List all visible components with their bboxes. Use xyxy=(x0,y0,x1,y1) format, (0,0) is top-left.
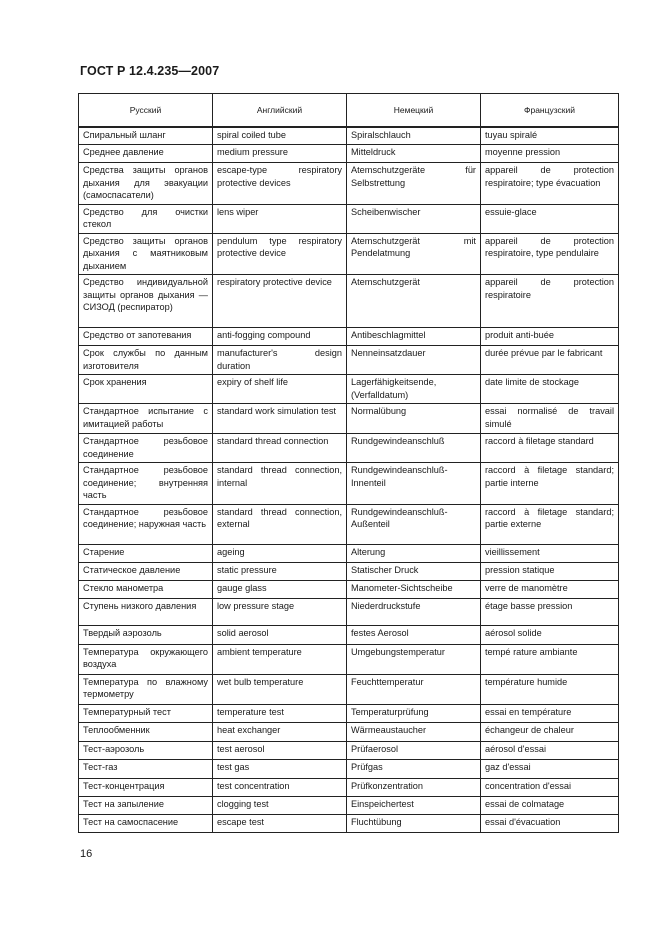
table-row xyxy=(79,434,619,463)
cell-english: temperature test xyxy=(213,704,347,722)
cell-english: test concentration xyxy=(213,778,347,796)
cell-french: vieillissement xyxy=(481,544,619,562)
cell-english: standard thread connection, external xyxy=(213,504,347,544)
cell-german: Statischer Druck xyxy=(347,562,481,580)
table-row xyxy=(79,463,619,505)
table-row xyxy=(79,722,619,741)
cell-french: échangeur de chaleur xyxy=(481,722,619,741)
cell-german: Manometer-Sichtscheibe xyxy=(347,580,481,598)
cell-french: durée prévue par le fabricant xyxy=(481,346,619,375)
cell-russian: Средство от запотевания xyxy=(79,328,213,346)
cell-russian: Стандартное испытание с имитацией работы xyxy=(79,404,213,434)
cell-russian: Стандартное резьбовое соединение; внутренняя часть xyxy=(79,463,213,505)
cell-french: moyenne pression xyxy=(481,145,619,163)
cell-german: Prüfkonzentration xyxy=(347,778,481,796)
cell-russian: Средство защиты органов дыхания с маятниковым дыханием xyxy=(79,233,213,275)
cell-german: Prüfaerosol xyxy=(347,741,481,759)
cell-russian: Тест-концентрация xyxy=(79,778,213,796)
cell-french: appareil de protection respiratoire; type évacuation xyxy=(481,163,619,205)
cell-english: pendulum type respiratory protective device xyxy=(213,233,347,275)
cell-english: expiry of shelf life xyxy=(213,375,347,404)
cell-german: Prüfgas xyxy=(347,759,481,778)
cell-german: Rundgewindeanschluß-Innenteil xyxy=(347,463,481,505)
table-row xyxy=(79,674,619,704)
table-row xyxy=(79,204,619,233)
cell-german: festes Aerosol xyxy=(347,625,481,644)
cell-german: Temperaturprüfung xyxy=(347,704,481,722)
cell-english: static pressure xyxy=(213,562,347,580)
cell-german: Feuchttemperatur xyxy=(347,674,481,704)
cell-french: raccord à filetage standard; partie interne xyxy=(481,463,619,505)
cell-german: Niederdruckstufe xyxy=(347,598,481,625)
cell-english: respiratory protective device xyxy=(213,275,347,328)
cell-russian: Стандартное резьбовое соединение; наружная часть xyxy=(79,504,213,544)
cell-french: raccord à filetage standard; partie externe xyxy=(481,504,619,544)
cell-russian: Тест-газ xyxy=(79,759,213,778)
cell-english: lens wiper xyxy=(213,204,347,233)
cell-french: produit anti-buée xyxy=(481,328,619,346)
table-row xyxy=(79,375,619,404)
cell-russian: Тест-аэрозоль xyxy=(79,741,213,759)
cell-french: essai d'évacuation xyxy=(481,814,619,832)
cell-english: solid aerosol xyxy=(213,625,347,644)
table-header-row xyxy=(79,94,619,128)
cell-french: verre de manomètre xyxy=(481,580,619,598)
cell-russian: Стекло манометра xyxy=(79,580,213,598)
cell-english: heat exchanger xyxy=(213,722,347,741)
cell-english: escape-type respiratory protective devices xyxy=(213,163,347,205)
cell-french: gaz d'essai xyxy=(481,759,619,778)
cell-english: wet bulb temperature xyxy=(213,674,347,704)
cell-english: standard thread connection, internal xyxy=(213,463,347,505)
column-header-french: Французский xyxy=(481,94,619,128)
cell-english: clogging test xyxy=(213,796,347,814)
cell-russian: Старение xyxy=(79,544,213,562)
table-row xyxy=(79,796,619,814)
cell-german: Fluchtübung xyxy=(347,814,481,832)
cell-german: Spiralschlauch xyxy=(347,127,481,145)
cell-russian: Срок службы по данным изготовителя xyxy=(79,346,213,375)
cell-german: Rundgewindeanschluß-Außenteil xyxy=(347,504,481,544)
cell-english: escape test xyxy=(213,814,347,832)
cell-french: essai en température xyxy=(481,704,619,722)
table-row xyxy=(79,504,619,544)
cell-french: raccord à filetage standard xyxy=(481,434,619,463)
table-row xyxy=(79,544,619,562)
cell-french: pression statique xyxy=(481,562,619,580)
table-row xyxy=(79,580,619,598)
table-body xyxy=(79,127,619,832)
cell-german: Rundgewindeanschluß xyxy=(347,434,481,463)
cell-russian: Средства защиты органов дыхания для эвакуации (самоспасатели) xyxy=(79,163,213,205)
cell-french: concentration d'essai xyxy=(481,778,619,796)
column-header-russian: Русский xyxy=(79,94,213,128)
table-row xyxy=(79,704,619,722)
cell-german: Antibeschlagmittel xyxy=(347,328,481,346)
cell-french: appareil de protection respiratoire, type pendulaire xyxy=(481,233,619,275)
cell-english: ambient temperature xyxy=(213,644,347,674)
cell-french: aérosol solide xyxy=(481,625,619,644)
cell-russian: Средство для очистки стекол xyxy=(79,204,213,233)
cell-english: spiral coiled tube xyxy=(213,127,347,145)
cell-french: date limite de stockage xyxy=(481,375,619,404)
cell-french: étage basse pression xyxy=(481,598,619,625)
cell-german: Nenneinsatzdauer xyxy=(347,346,481,375)
cell-russian: Среднее давление xyxy=(79,145,213,163)
cell-russian: Тест на запыление xyxy=(79,796,213,814)
cell-french: essai de colmatage xyxy=(481,796,619,814)
cell-german: Alterung xyxy=(347,544,481,562)
table-row xyxy=(79,625,619,644)
table-row xyxy=(79,598,619,625)
table-row xyxy=(79,145,619,163)
terms-table xyxy=(78,93,619,833)
cell-german: Umgebungstemperatur xyxy=(347,644,481,674)
cell-russian: Статическое давление xyxy=(79,562,213,580)
table-row xyxy=(79,275,619,328)
cell-german: Einspeichertest xyxy=(347,796,481,814)
document-header: ГОСТ Р 12.4.235—2007 xyxy=(80,64,220,78)
cell-russian: Спиральный шланг xyxy=(79,127,213,145)
cell-french: température humide xyxy=(481,674,619,704)
cell-russian: Теплообменник xyxy=(79,722,213,741)
table-row xyxy=(79,127,619,145)
column-header-english: Английский xyxy=(213,94,347,128)
cell-russian: Ступень низкого давления xyxy=(79,598,213,625)
cell-english: ageing xyxy=(213,544,347,562)
cell-russian: Температура окружающего воздуха xyxy=(79,644,213,674)
cell-german: Lagerfähigkeitsende, (Verfalldatum) xyxy=(347,375,481,404)
cell-english: anti-fogging compound xyxy=(213,328,347,346)
cell-english: low pressure stage xyxy=(213,598,347,625)
table-row xyxy=(79,404,619,434)
cell-russian: Температура по влажному термометру xyxy=(79,674,213,704)
table-row xyxy=(79,814,619,832)
cell-french: tempé rature ambiante xyxy=(481,644,619,674)
table-row xyxy=(79,644,619,674)
cell-russian: Срок хранения xyxy=(79,375,213,404)
cell-french: tuyau spiralé xyxy=(481,127,619,145)
cell-german: Mitteldruck xyxy=(347,145,481,163)
table-row xyxy=(79,163,619,205)
table-row xyxy=(79,562,619,580)
cell-english: medium pressure xyxy=(213,145,347,163)
table-row xyxy=(79,759,619,778)
cell-german: Atemschutzgeräte für Selbstrettung xyxy=(347,163,481,205)
cell-russian: Тест на самоспасение xyxy=(79,814,213,832)
cell-english: test aerosol xyxy=(213,741,347,759)
table-row xyxy=(79,328,619,346)
cell-english: test gas xyxy=(213,759,347,778)
table-row xyxy=(79,233,619,275)
table-row xyxy=(79,346,619,375)
cell-german: Scheibenwischer xyxy=(347,204,481,233)
cell-french: appareil de protection respiratoire xyxy=(481,275,619,328)
cell-english: manufacturer's design duration xyxy=(213,346,347,375)
cell-german: Atemschutzgerät mit Pendelatmung xyxy=(347,233,481,275)
table-row xyxy=(79,778,619,796)
column-header-german: Немецкий xyxy=(347,94,481,128)
cell-russian: Стандартное резьбовое соединение xyxy=(79,434,213,463)
cell-german: Wärmeaustaucher xyxy=(347,722,481,741)
cell-french: essai normalisé de travail simulé xyxy=(481,404,619,434)
cell-french: aérosol d'essai xyxy=(481,741,619,759)
cell-english: gauge glass xyxy=(213,580,347,598)
cell-german: Normalübung xyxy=(347,404,481,434)
cell-english: standard thread connection xyxy=(213,434,347,463)
cell-german: Atemschutzgerät xyxy=(347,275,481,328)
table-row xyxy=(79,741,619,759)
cell-french: essuie-glace xyxy=(481,204,619,233)
cell-russian: Средство индивидуальной защиты органов дыхания — СИЗОД (респиратор) xyxy=(79,275,213,328)
cell-english: standard work simulation test xyxy=(213,404,347,434)
cell-russian: Твердый аэрозоль xyxy=(79,625,213,644)
page-number: 16 xyxy=(80,848,93,860)
cell-russian: Температурный тест xyxy=(79,704,213,722)
